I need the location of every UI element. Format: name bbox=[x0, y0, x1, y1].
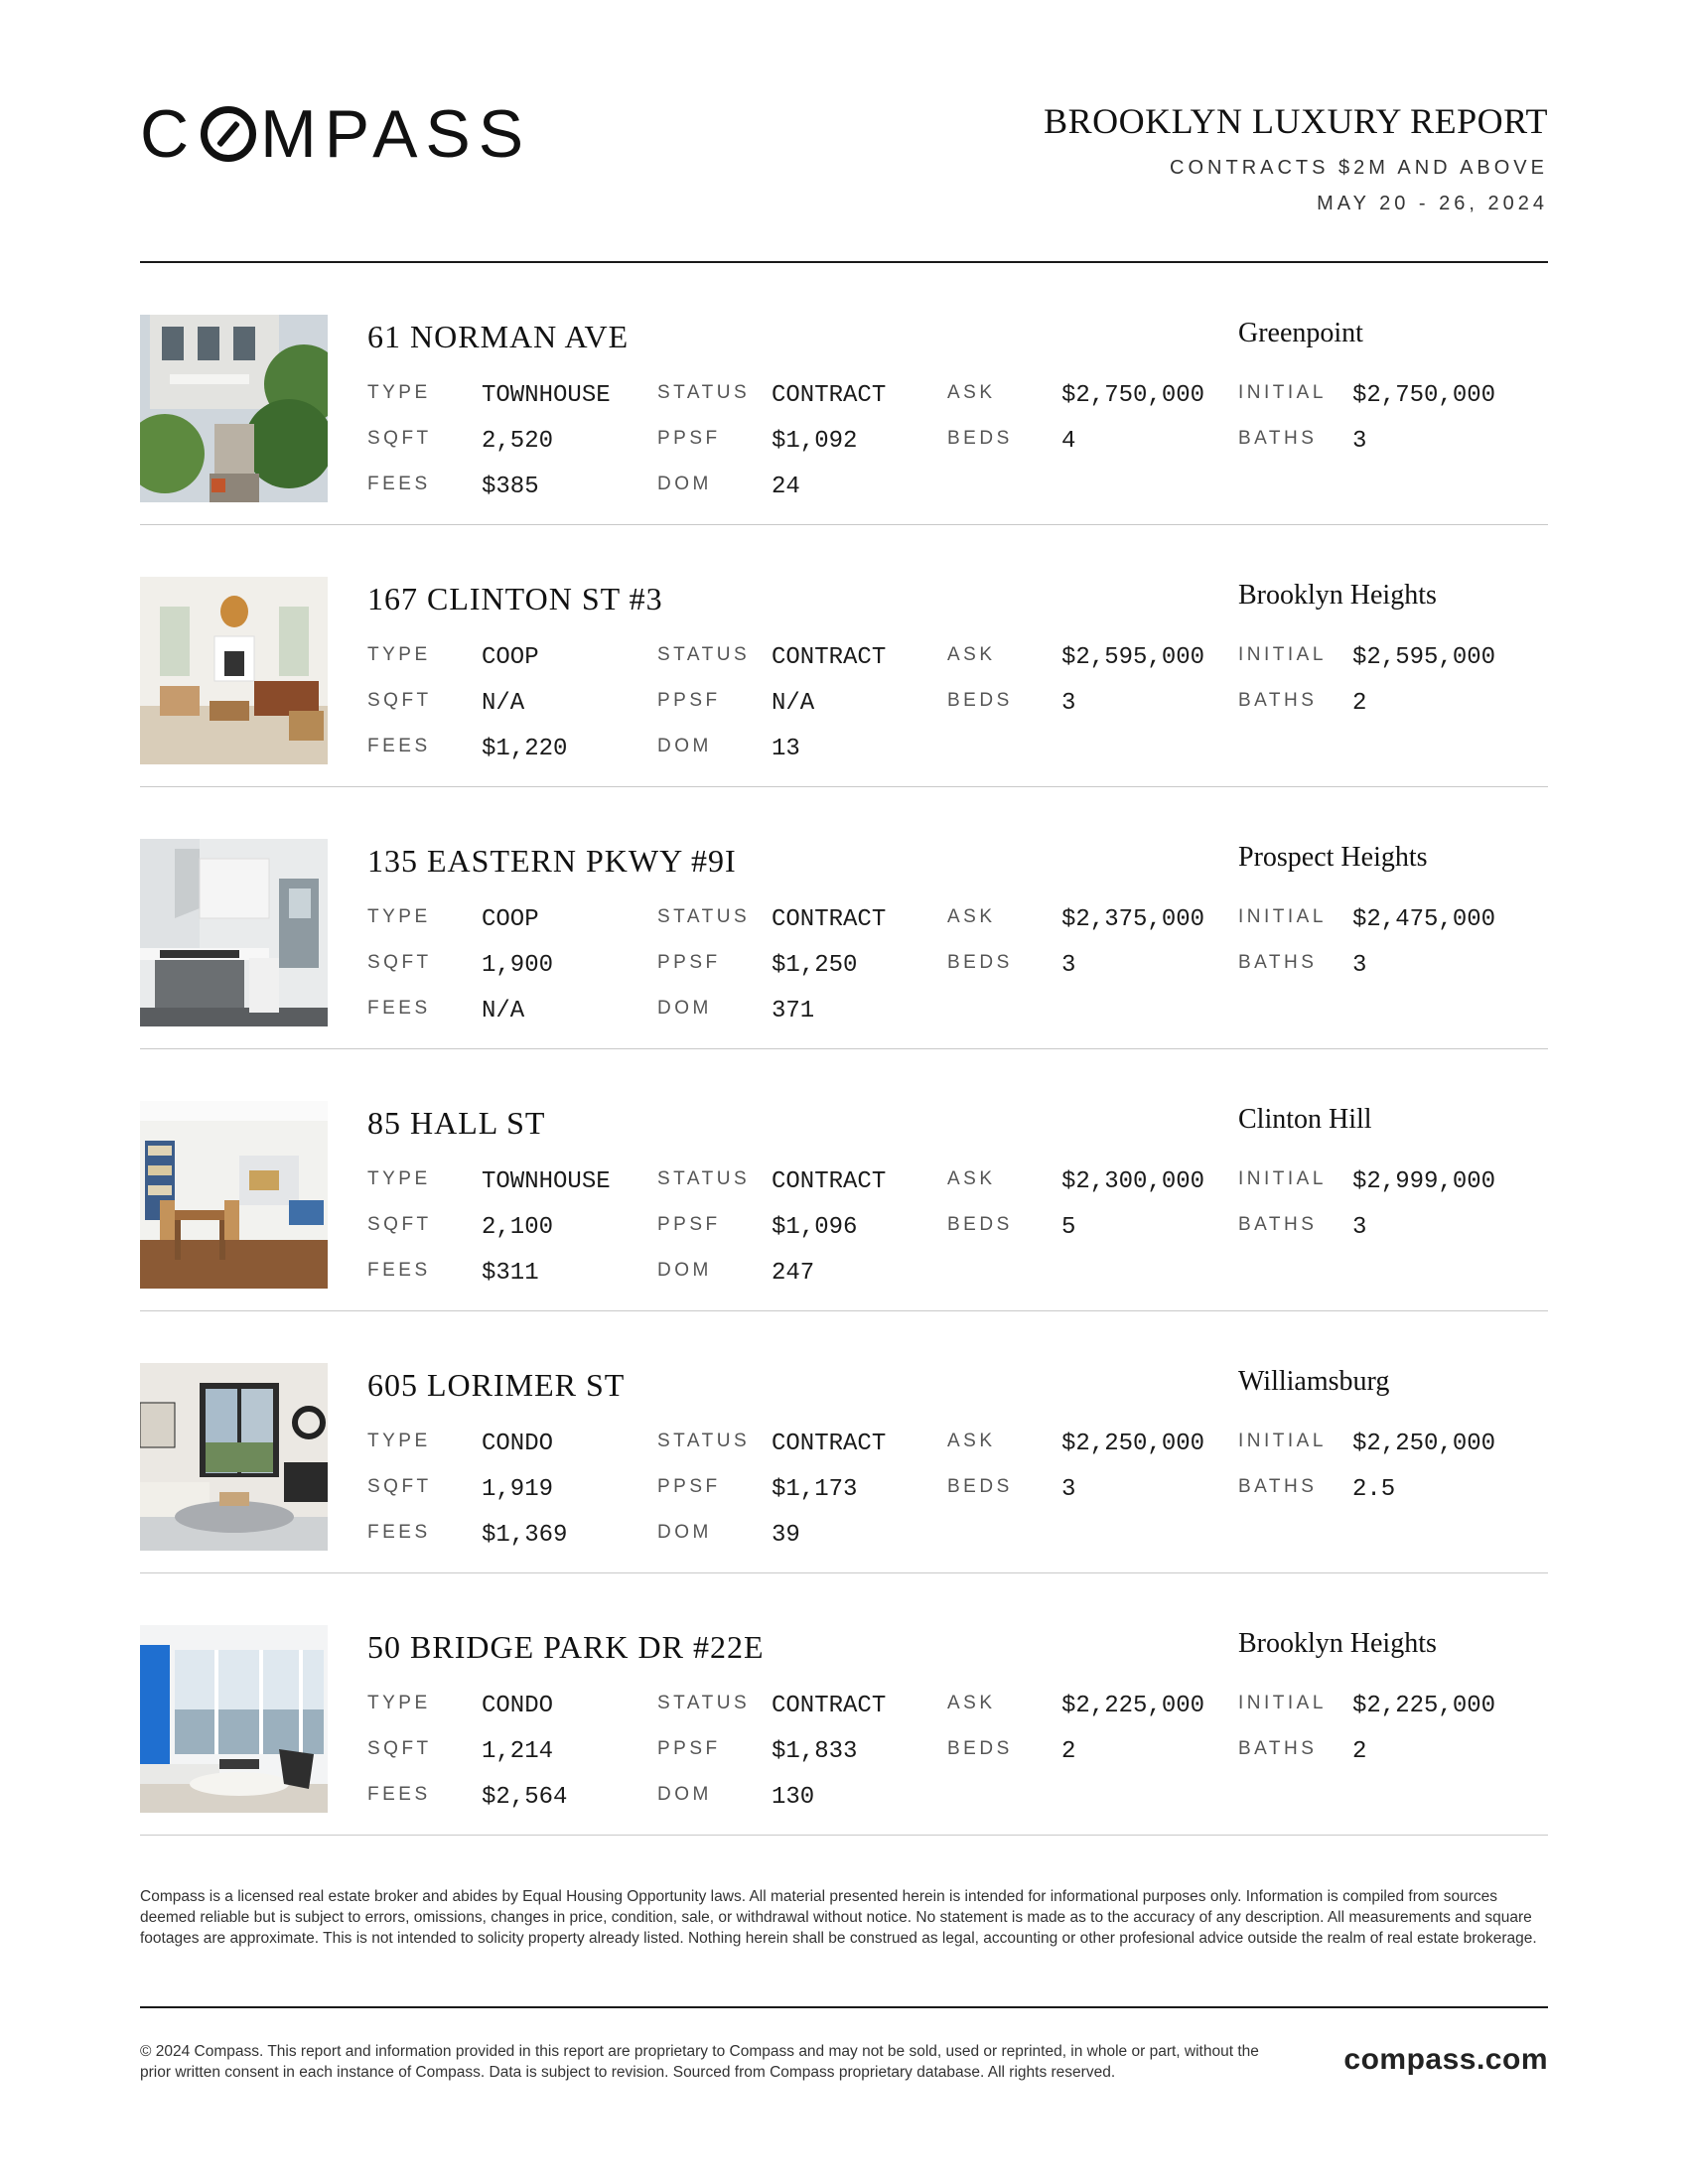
listing-neighborhood: Prospect Heights bbox=[1238, 842, 1428, 873]
listing-photo[interactable] bbox=[140, 839, 328, 1026]
type-label: TYPE bbox=[367, 1431, 431, 1451]
ppsf-label: PPSF bbox=[657, 428, 721, 449]
beds-label: BEDS bbox=[947, 1738, 1013, 1759]
beds-value: 3 bbox=[1061, 1476, 1076, 1503]
type-label: TYPE bbox=[367, 644, 431, 665]
ask-value: $2,750,000 bbox=[1061, 382, 1205, 409]
listing-address[interactable]: 135 EASTERN PKWY #9I bbox=[367, 843, 737, 879]
dom-value: 371 bbox=[772, 998, 815, 1024]
baths-value: 2 bbox=[1352, 1738, 1367, 1765]
beds-label: BEDS bbox=[947, 952, 1013, 973]
ppsf-label: PPSF bbox=[657, 1214, 721, 1235]
ppsf-label: PPSF bbox=[657, 952, 721, 973]
fees-label: FEES bbox=[367, 1260, 431, 1281]
listing-neighborhood: Brooklyn Heights bbox=[1238, 1628, 1437, 1659]
initial-value: $2,999,000 bbox=[1352, 1168, 1496, 1195]
initial-value: $2,595,000 bbox=[1352, 644, 1496, 671]
type-label: TYPE bbox=[367, 1693, 431, 1713]
status-label: STATUS bbox=[657, 382, 751, 403]
beds-label: BEDS bbox=[947, 1214, 1013, 1235]
dom-label: DOM bbox=[657, 1522, 712, 1543]
type-value: TOWNHOUSE bbox=[482, 382, 611, 409]
status-value: CONTRACT bbox=[772, 644, 887, 671]
status-label: STATUS bbox=[657, 1168, 751, 1189]
listing-neighborhood: Clinton Hill bbox=[1238, 1104, 1372, 1135]
ask-value: $2,225,000 bbox=[1061, 1693, 1205, 1719]
initial-value: $2,750,000 bbox=[1352, 382, 1496, 409]
fees-label: FEES bbox=[367, 1522, 431, 1543]
listing-neighborhood: Williamsburg bbox=[1238, 1366, 1390, 1397]
ppsf-value: $1,250 bbox=[772, 952, 858, 979]
report-date: MAY 20 - 26, 2024 bbox=[1317, 193, 1548, 214]
sqft-label: SQFT bbox=[367, 690, 432, 711]
sqft-value: 2,100 bbox=[482, 1214, 554, 1241]
listing-photo[interactable] bbox=[140, 577, 328, 764]
dining-living-room-image bbox=[140, 1101, 328, 1289]
initial-label: INITIAL bbox=[1238, 1431, 1327, 1451]
ask-label: ASK bbox=[947, 1431, 996, 1451]
listing-row[interactable] bbox=[140, 1311, 1548, 1573]
sqft-label: SQFT bbox=[367, 428, 432, 449]
fees-value: $311 bbox=[482, 1260, 539, 1287]
fees-label: FEES bbox=[367, 1784, 431, 1805]
listing-row[interactable] bbox=[140, 263, 1548, 525]
listing-photo[interactable] bbox=[140, 315, 328, 502]
listing-address[interactable]: 167 CLINTON ST #3 bbox=[367, 581, 663, 616]
sqft-value: 1,214 bbox=[482, 1738, 554, 1765]
ppsf-label: PPSF bbox=[657, 690, 721, 711]
disclaimer-text: Compass is a licensed real estate broker and abides by Equal Housing Opportunity laws. All material presented herein is intended for informational purposes only. Information is compiled from sources deemed reliable but is subject to errors, omissions, changes in price, condition, sale, or withdrawal without notice. No statement is made as to the accuracy of any description. All measurements and square footages are approximate. This is not intended to solicity property already listed. Nothing herein shall be construed as legal, accounting or other profesional advice outside the realm of real estate brokerage. bbox=[140, 1888, 1537, 1947]
listing-photo[interactable] bbox=[140, 1363, 328, 1551]
ppsf-label: PPSF bbox=[657, 1476, 721, 1497]
compass-o-icon bbox=[201, 106, 256, 162]
type-value: TOWNHOUSE bbox=[482, 1168, 611, 1195]
sqft-label: SQFT bbox=[367, 1738, 432, 1759]
type-value: CONDO bbox=[482, 1693, 554, 1719]
type-label: TYPE bbox=[367, 1168, 431, 1189]
listing-photo[interactable] bbox=[140, 1101, 328, 1289]
ppsf-value: N/A bbox=[772, 690, 815, 717]
ppsf-value: $1,096 bbox=[772, 1214, 858, 1241]
sqft-label: SQFT bbox=[367, 1476, 432, 1497]
dom-value: 247 bbox=[772, 1260, 815, 1287]
report-header bbox=[1044, 99, 1548, 216]
type-value: COOP bbox=[482, 906, 539, 933]
listing-row[interactable] bbox=[140, 787, 1548, 1049]
ask-value: $2,300,000 bbox=[1061, 1168, 1205, 1195]
listings-list bbox=[140, 263, 1548, 1836]
initial-label: INITIAL bbox=[1238, 644, 1327, 665]
type-value: CONDO bbox=[482, 1431, 554, 1457]
initial-label: INITIAL bbox=[1238, 906, 1327, 927]
listing-row[interactable] bbox=[140, 1049, 1548, 1311]
ask-label: ASK bbox=[947, 382, 996, 403]
listing-row[interactable] bbox=[140, 1573, 1548, 1836]
compass-logo: C MPASS bbox=[140, 96, 532, 172]
ppsf-value: $1,092 bbox=[772, 428, 858, 455]
status-label: STATUS bbox=[657, 1693, 751, 1713]
ppsf-value: $1,833 bbox=[772, 1738, 858, 1765]
ask-value: $2,595,000 bbox=[1061, 644, 1205, 671]
baths-value: 2.5 bbox=[1352, 1476, 1396, 1503]
status-label: STATUS bbox=[657, 906, 751, 927]
listing-address[interactable]: 61 NORMAN AVE bbox=[367, 319, 630, 354]
sqft-label: SQFT bbox=[367, 952, 432, 973]
baths-label: BATHS bbox=[1238, 952, 1318, 973]
initial-label: INITIAL bbox=[1238, 1693, 1327, 1713]
dom-value: 13 bbox=[772, 736, 800, 762]
fees-value: N/A bbox=[482, 998, 525, 1024]
listing-address[interactable]: 85 HALL ST bbox=[367, 1105, 546, 1141]
beds-value: 2 bbox=[1061, 1738, 1076, 1765]
initial-label: INITIAL bbox=[1238, 382, 1327, 403]
listing-address[interactable]: 605 LORIMER ST bbox=[367, 1367, 626, 1403]
dom-label: DOM bbox=[657, 998, 712, 1019]
listing-row[interactable] bbox=[140, 525, 1548, 787]
report-subtitle: CONTRACTS $2M AND ABOVE bbox=[1170, 157, 1548, 179]
listing-address[interactable]: 50 BRIDGE PARK DR #22E bbox=[367, 1629, 765, 1665]
fees-value: $1,220 bbox=[482, 736, 568, 762]
fees-label: FEES bbox=[367, 998, 431, 1019]
listing-photo[interactable] bbox=[140, 1625, 328, 1813]
baths-label: BATHS bbox=[1238, 690, 1318, 711]
townhouse-exterior-garden-image bbox=[140, 315, 328, 502]
beds-value: 3 bbox=[1061, 952, 1076, 979]
dom-label: DOM bbox=[657, 1260, 712, 1281]
status-label: STATUS bbox=[657, 644, 751, 665]
dom-value: 130 bbox=[772, 1784, 815, 1811]
website-link[interactable]: compass.com bbox=[1343, 2043, 1548, 2076]
sqft-value: 1,900 bbox=[482, 952, 554, 979]
beds-label: BEDS bbox=[947, 690, 1013, 711]
ppsf-label: PPSF bbox=[657, 1738, 721, 1759]
ask-value: $2,375,000 bbox=[1061, 906, 1205, 933]
status-value: CONTRACT bbox=[772, 1168, 887, 1195]
sqft-value: 1,919 bbox=[482, 1476, 554, 1503]
white-kitchen-image bbox=[140, 839, 328, 1026]
beds-value: 3 bbox=[1061, 690, 1076, 717]
report-title: BROOKLYN LUXURY REPORT bbox=[1044, 101, 1548, 141]
beds-value: 5 bbox=[1061, 1214, 1076, 1241]
ask-label: ASK bbox=[947, 644, 996, 665]
fees-value: $2,564 bbox=[482, 1784, 568, 1811]
beds-label: BEDS bbox=[947, 428, 1013, 449]
ppsf-value: $1,173 bbox=[772, 1476, 858, 1503]
living-room-city-view-image bbox=[140, 1625, 328, 1813]
ask-label: ASK bbox=[947, 1693, 996, 1713]
copyright-text: © 2024 Compass. This report and information provided in this report are proprietary to Compass and may not be sold, used or reprinted, in whole or part, without the prior written consent in each instance of Compass. Data is subject to revision. Sourced from Compass proprietary database. All rights reserved. bbox=[140, 2043, 1259, 2081]
listing-neighborhood: Greenpoint bbox=[1238, 318, 1363, 348]
baths-value: 2 bbox=[1352, 690, 1367, 717]
initial-value: $2,225,000 bbox=[1352, 1693, 1496, 1719]
beds-value: 4 bbox=[1061, 428, 1076, 455]
dom-label: DOM bbox=[657, 474, 712, 494]
baths-value: 3 bbox=[1352, 428, 1367, 455]
initial-value: $2,250,000 bbox=[1352, 1431, 1496, 1457]
type-label: TYPE bbox=[367, 906, 431, 927]
initial-label: INITIAL bbox=[1238, 1168, 1327, 1189]
baths-label: BATHS bbox=[1238, 1476, 1318, 1497]
fees-label: FEES bbox=[367, 474, 431, 494]
footer-divider bbox=[140, 2006, 1548, 2008]
status-label: STATUS bbox=[657, 1431, 751, 1451]
sqft-label: SQFT bbox=[367, 1214, 432, 1235]
dom-value: 24 bbox=[772, 474, 800, 500]
type-label: TYPE bbox=[367, 382, 431, 403]
dom-label: DOM bbox=[657, 1784, 712, 1805]
fees-label: FEES bbox=[367, 736, 431, 756]
status-value: CONTRACT bbox=[772, 1693, 887, 1719]
status-value: CONTRACT bbox=[772, 1431, 887, 1457]
living-room-fireplace-image bbox=[140, 577, 328, 764]
baths-label: BATHS bbox=[1238, 1214, 1318, 1235]
initial-value: $2,475,000 bbox=[1352, 906, 1496, 933]
beds-label: BEDS bbox=[947, 1476, 1013, 1497]
ask-label: ASK bbox=[947, 1168, 996, 1189]
status-value: CONTRACT bbox=[772, 906, 887, 933]
sqft-value: N/A bbox=[482, 690, 525, 717]
dom-value: 39 bbox=[772, 1522, 800, 1549]
sqft-value: 2,520 bbox=[482, 428, 554, 455]
living-room-balcony-image bbox=[140, 1363, 328, 1551]
type-value: COOP bbox=[482, 644, 539, 671]
baths-label: BATHS bbox=[1238, 1738, 1318, 1759]
report-page bbox=[140, 0, 1548, 2184]
baths-value: 3 bbox=[1352, 952, 1367, 979]
dom-label: DOM bbox=[657, 736, 712, 756]
ask-value: $2,250,000 bbox=[1061, 1431, 1205, 1457]
listing-neighborhood: Brooklyn Heights bbox=[1238, 580, 1437, 611]
fees-value: $1,369 bbox=[482, 1522, 568, 1549]
status-value: CONTRACT bbox=[772, 382, 887, 409]
ask-label: ASK bbox=[947, 906, 996, 927]
fees-value: $385 bbox=[482, 474, 539, 500]
baths-label: BATHS bbox=[1238, 428, 1318, 449]
baths-value: 3 bbox=[1352, 1214, 1367, 1241]
